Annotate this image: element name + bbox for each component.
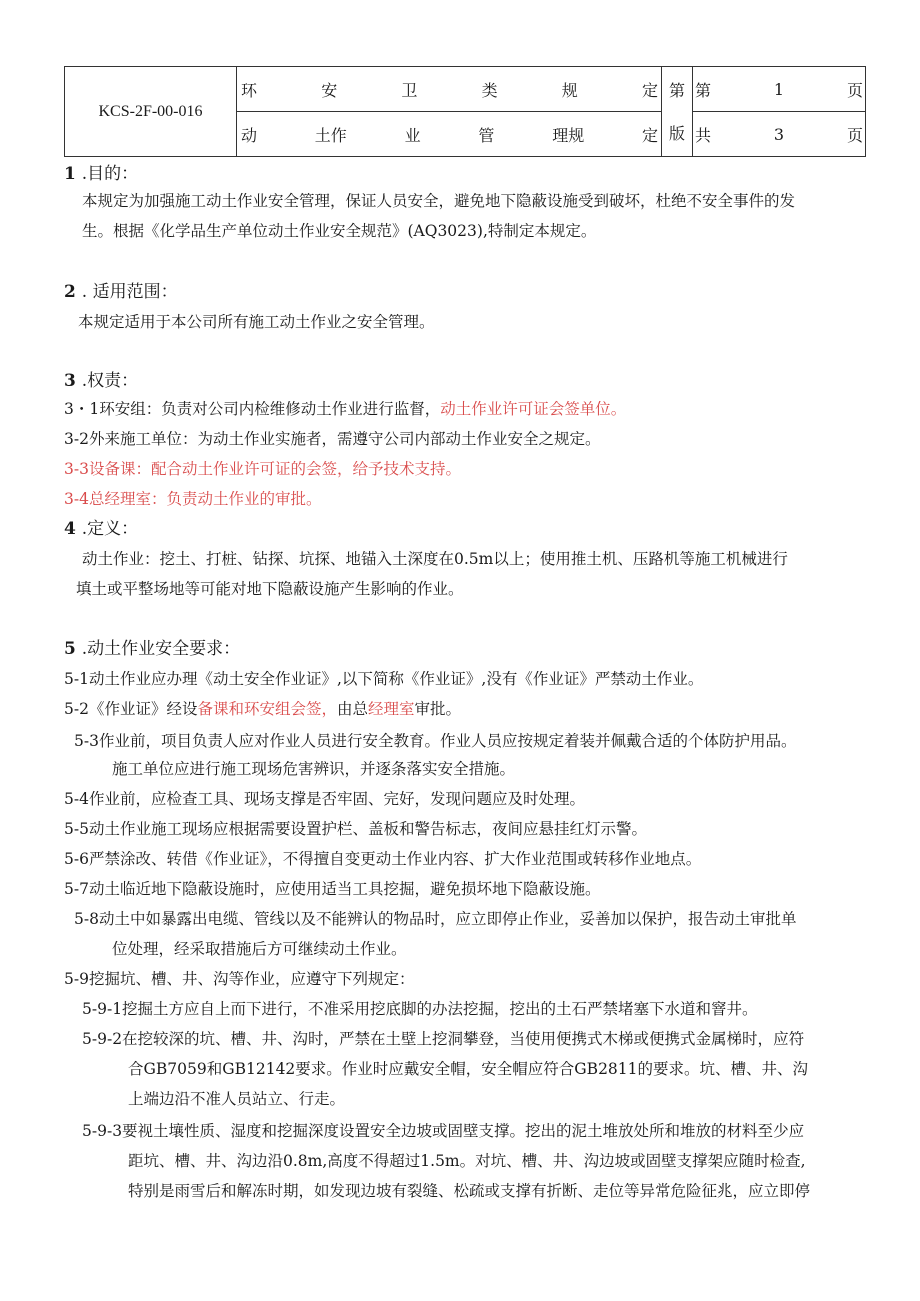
clause-text: 5-2《作业证》经设 [64,700,198,718]
clause-5-1: 5-1动土作业应办理《动土安全作业证》,以下简称《作业证》,没有《作业证》严禁动土作业。 [64,670,704,688]
clause-5-3: 5-3作业前，项目负责人应对作业人员进行安全教育。作业人员应按规定着装并佩戴合适的个体防护用品。 [74,732,797,750]
section-title: . 适用范围： [81,282,178,302]
paragraph-line: 生。根据《化学品生产单位动土作业安全规范》(AQ3023),特制定本规定。 [82,222,597,240]
clause-text: 审批。 [414,700,462,718]
paragraph-line: 动土作业：挖土、打桩、钻探、坑探、地锚入土深度在0.5m以上；使用推土机、压路机等施工机械进行 [82,550,788,568]
title-cell-row2 [237,112,662,157]
page-cell-row2 [693,112,866,157]
page-total [693,112,865,156]
page-part: 页 [846,80,863,100]
title-char: 管 [478,125,495,145]
title-char: 安 [321,80,338,100]
title-char: 环 [241,80,258,100]
section-number: 3 [64,371,76,391]
page-part: 页 [846,125,863,145]
title-char: 类 [481,80,498,100]
header-table [64,66,866,157]
title-char: 土作 [314,125,347,145]
section-title: .动土作业安全要求： [81,639,241,659]
section-number: 4 [64,519,76,539]
clause-5-9-3-cont: 特别是雨雪后和解冻时期，如发现边坡有裂缝、松疏或支撑有折断、走位等异常危险征兆，应立即停 [128,1182,811,1200]
title-char: 定 [641,125,658,145]
clause-3-4: 3-4总经理室：负责动土作业的审批。 [64,490,322,508]
clause-5-9-3-cont: 距坑、槽、井、沟边沿0.8m,高度不得超过1.5m。对坑、槽、井、沟边坡或固壁支撑架应随时检查, [128,1152,806,1170]
title-char: 定 [641,80,658,100]
page-part: 共 [695,125,712,145]
edition-cell [662,67,693,157]
clause-5-8: 5-8动土中如暴露出电缆、管线以及不能辨认的物品时，应立即停止作业，妥善加以保护，报告动土审批单 [74,910,797,928]
title-row2 [237,112,661,156]
section-2-heading [64,281,178,303]
title-cell-row1 [237,67,662,112]
page-part: 1 [773,79,785,99]
clause-5-7: 5-7动土临近地下隐蔽设施时，应使用适当工具挖掘，避免损坏地下隐蔽设施。 [64,880,601,898]
title-char: 理规 [552,125,585,145]
page-cell-row1 [693,67,866,112]
section-number: 2 [64,282,76,302]
clause-5-9-1: 5-9-1挖掘土方应自上而下进行，不准采用挖底脚的办法挖掘，挖出的土石严禁堵塞下水道和窨井。 [82,1000,758,1018]
clause-5-9: 5-9挖掘坑、槽、井、沟等作业，应遵守下列规定： [64,970,415,988]
clause-5-4: 5-4作业前，应检查工具、现场支撑是否牢固、完好，发现问题应及时处理。 [64,790,585,808]
clause-5-3-cont: 施工单位应进行施工现场危害辨识，并逐条落实安全措施。 [112,760,516,778]
clause-3-2: 3-2外来施工单位：为动土作业实施者，需遵守公司内部动土作业安全之规定。 [64,430,601,448]
title-row1 [237,67,661,111]
section-title: .定义： [81,519,139,539]
edition-label-1: 第 [668,80,685,100]
highlighted-text: 经理室 [368,700,415,718]
clause-5-9-2-cont: 合GB7059和GB12142要求。作业时应戴安全帽，安全帽应符合GB2811的要求。坑、槽、井、沟 [128,1060,809,1078]
page-number [693,67,865,111]
clause-3-3: 3-3设备课：配合动土作业许可证的会签，给予技术支持。 [64,460,461,478]
paragraph-line: 本规定为加强施工动土作业安全管理，保证人员安全，避免地下隐蔽设施受到破坏，杜绝不安全事件的发 [82,192,796,210]
doc-code: KCS-2F-00-016 [65,67,237,157]
clause-5-9-2: 5-9-2在挖较深的坑、槽、井、沟时，严禁在土壁上挖洞攀登，当使用便携式木梯或便携式金属梯时，应符 [82,1030,805,1048]
title-char: 规 [561,80,578,100]
paragraph-line: 本规定适用于本公司所有施工动土作业之安全管理。 [78,313,435,331]
clause-3-1 [64,398,626,420]
section-number: 1 [64,164,76,184]
edition-label-2: 版 [668,123,685,143]
title-char: 动 [241,125,258,145]
section-4-heading [64,518,138,540]
section-1-heading [64,163,138,185]
page-part: 3 [773,124,785,144]
clause-5-8-cont: 位处理，经采取措施后方可继续动土作业。 [112,940,407,958]
clause-5-2 [64,698,461,720]
section-number: 5 [64,639,76,659]
clause-5-9-2-cont: 上端边沿不准人员站立、行走。 [128,1090,346,1108]
page-part: 第 [695,80,712,100]
clause-text: 3・1环安组：负责对公司内检维修动土作业进行监督， [64,400,441,418]
title-char: 业 [404,125,421,145]
clause-5-9-3: 5-9-3要视土壤性质、湿度和挖掘深度设置安全边坡或固壁支撑。挖出的泥土堆放处所和堆放的材料至少应 [82,1122,805,1140]
section-3-heading [64,370,138,392]
clause-5-5: 5-5动土作业施工现场应根据需要设置护栏、盖板和警告标志，夜间应悬挂红灯示警。 [64,820,647,838]
paragraph-line: 填土或平整场地等可能对地下隐蔽设施产生影响的作业。 [76,580,464,598]
highlighted-text: 备课和环安组会签， [197,700,337,718]
section-5-heading [64,638,240,660]
clause-5-6: 5-6严禁涂改、转借《作业证》，不得擅自变更动土作业内容、扩大作业范围或转移作业地点。 [64,850,702,868]
section-title: .目的： [81,164,139,184]
section-title: .权责： [81,371,139,391]
highlighted-text: 动土作业许可证会签单位。 [440,400,627,418]
title-char: 卫 [401,80,418,100]
clause-text: 由总 [336,700,368,718]
